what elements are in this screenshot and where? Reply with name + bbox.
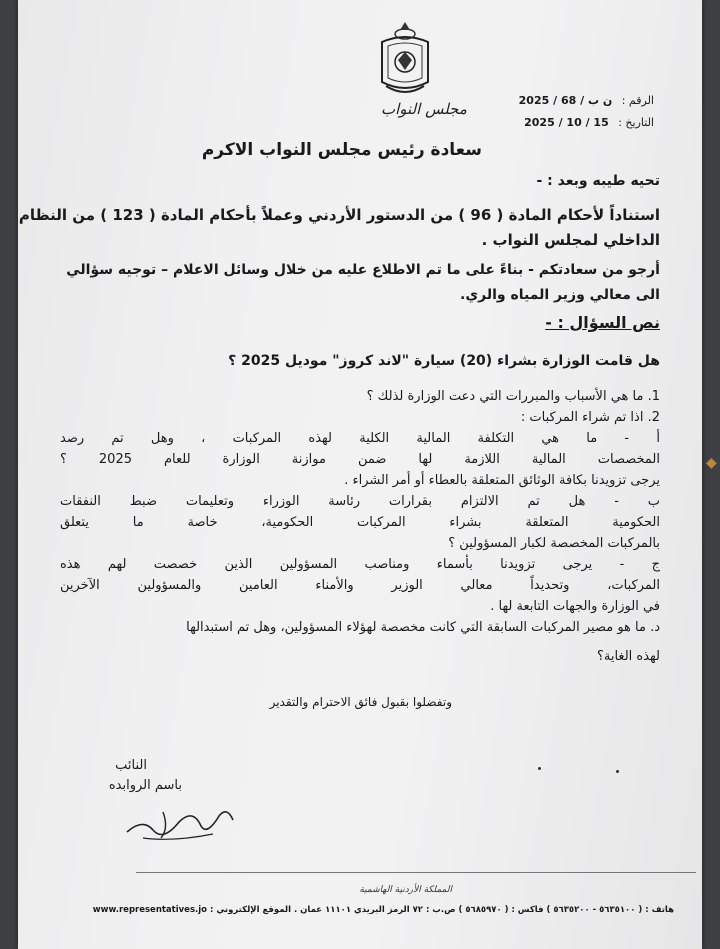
paragraph-legal-basis <box>19 203 660 253</box>
signatory-name: باسم الروابده <box>108 778 182 793</box>
list-item: المركبات، وتحديداً معالي الوزير والأمناء العامين والمسؤولين الآخرين <box>60 578 660 593</box>
date-label: التاريخ : <box>618 116 654 129</box>
list-item: د. ما هو مصير المركبات السابقة التي كانت مخصصة لهؤلاء المسؤولين، وهل تم استبدالها <box>186 620 660 635</box>
list-item: لهذه الغاية؟ <box>596 649 660 664</box>
greeting: تحيه طيبه وبعد : - <box>536 173 660 189</box>
signatory-title: النائب <box>115 758 147 773</box>
date-value: 15 / 10 / 2025 <box>524 116 609 129</box>
list-item: 1. ما هي الأسباب والمبررات التي دعت الوزارة لذلك ؟ <box>366 389 660 404</box>
list-item: يرجى تزويدنا بكافة الوثائق المتعلقة بالعطاء أو أمر الشراء . <box>344 473 660 488</box>
footer-logo: المملكة الأردنية الهاشمية <box>359 885 452 895</box>
council-logo: مجلس النواب <box>381 100 467 118</box>
ink-dot <box>616 770 619 773</box>
paragraph-line: الى معالي وزير المياه والري. <box>460 287 660 303</box>
paper-clip-icon: ◆ <box>706 455 717 471</box>
list-item: الحكومية المتعلقة بشراء المركبات الحكومية، خاصة ما يتعلق <box>60 515 660 530</box>
question-heading: نص السؤال : - <box>545 313 660 332</box>
closing-remark: وتفضلوا بقبول فائق الاحترام والتقدير <box>269 695 452 709</box>
letter-page <box>18 0 702 949</box>
paragraph-line: الداخلي لمجلس النواب . <box>481 231 660 249</box>
signature-image <box>123 798 243 848</box>
question-text: هل قامت الوزارة بشراء (20) سيارة "لاند كروز" موديل 2025 ؟ <box>228 353 660 369</box>
list-item: المخصصات المالية اللازمة لها ضمن موازنة الوزارة للعام 2025 ؟ <box>60 452 660 467</box>
addressee: سعادة رئيس مجلس النواب الاكرم <box>201 140 482 160</box>
reference-number <box>513 94 654 107</box>
question-items <box>60 386 660 667</box>
jordan-coat-of-arms-icon <box>374 20 436 100</box>
footer-contact: هاتف : ( ٥٦٣٥١٠٠ - ٥٦٣٥٢٠٠ ) فاكس : ( ٥٦٨٥٩٧٠ ) ص.ب : ٧٢ الرمز البريدي ١١١٠١ عمان . الموقع الإلكتروني : www.representatives.jo <box>92 905 674 915</box>
list-item: أ - ما هي التكلفة المالية الكلية لهذه المركبات ، وهل تم رصد <box>60 431 660 446</box>
paragraph-line: استناداً لأحكام المادة ( 96 ) من الدستور الأردني وعملاً بأحكام المادة ( 123 ) من النظام <box>18 206 660 224</box>
ink-dot <box>538 767 541 770</box>
paragraph-request <box>66 258 660 308</box>
list-item: ج - يرجى تزويدنا بأسماء ومناصب المسؤولين الذين خصصت لهم هذه <box>60 557 660 572</box>
footer-divider <box>136 872 696 873</box>
paragraph-line: أرجو من سعادتكم - بناءً على ما تم الاطلاع عليه من خلال وسائل الاعلام – توجيه سؤالي <box>66 262 660 278</box>
list-item: 2. اذا تم شراء المركبات : <box>520 410 660 425</box>
list-item: ب - هل تم الالتزام بقرارات رئاسة الوزراء وتعليمات ضبط النفقات <box>60 494 660 509</box>
letter-date <box>518 116 654 129</box>
list-item: بالمركبات المخصصة لكبار المسؤولين ؟ <box>448 536 660 551</box>
ref-value: ن ب / 68 / 2025 <box>518 94 613 107</box>
list-item: في الوزارة والجهات التابعة لها . <box>490 599 660 614</box>
ref-label: الرقم : <box>621 94 654 107</box>
